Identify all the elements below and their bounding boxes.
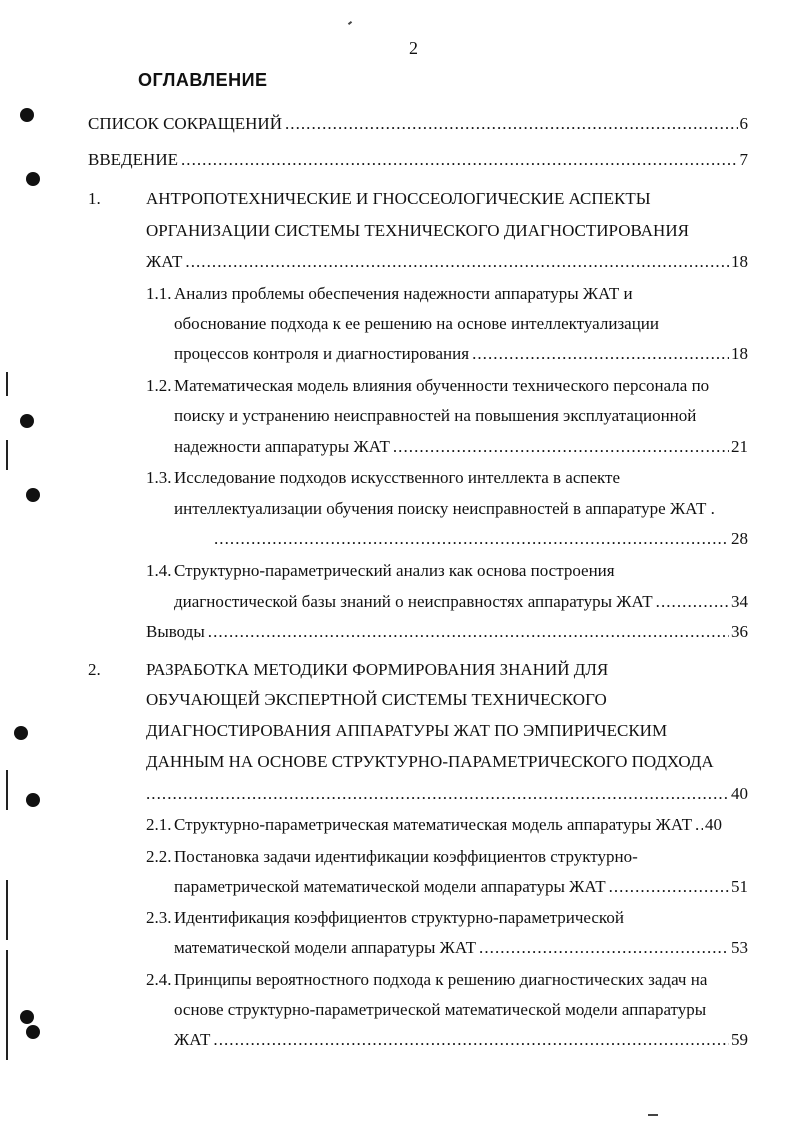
section-title-line[interactable]: основе структурно-параметрической математической модели аппаратуры bbox=[174, 1000, 707, 1019]
toc-entry-chapter-2[interactable] bbox=[146, 782, 748, 806]
section-title-line[interactable]: Постановка задачи идентификации коэффициентов структурно- bbox=[174, 847, 638, 866]
toc-entry-section-2-1[interactable] bbox=[174, 813, 748, 837]
toc-entry-section-2-2[interactable] bbox=[174, 875, 748, 899]
section-title-line: диагностической базы знаний о неисправностях аппаратуры ЖАТ bbox=[174, 592, 653, 611]
section-title-line[interactable]: поиску и устранению неисправностей на повышения эксплуатационной bbox=[174, 406, 697, 425]
binder-hole bbox=[26, 488, 40, 502]
toc-page-number: 34 bbox=[731, 592, 748, 611]
toc-entry-abbreviations[interactable] bbox=[88, 112, 748, 136]
binder-hole bbox=[26, 793, 40, 807]
toc-page-number: 40 bbox=[731, 784, 748, 803]
leader-dots bbox=[185, 250, 729, 274]
toc-page-number: 40 bbox=[705, 815, 723, 834]
toc-page-number: 53 bbox=[731, 938, 748, 957]
leader-dots bbox=[656, 590, 729, 614]
chapter-title-line[interactable]: ОБУЧАЮЩЕЙ ЭКСПЕРТНОЙ СИСТЕМЫ ТЕХНИЧЕСКОГО bbox=[146, 690, 607, 709]
leader-dots bbox=[214, 527, 729, 551]
section-number: 2.1. bbox=[146, 815, 172, 834]
page-edge-line bbox=[6, 440, 8, 470]
leader-dots bbox=[695, 813, 703, 837]
scan-speck bbox=[348, 21, 352, 25]
page-number: 2 bbox=[409, 38, 418, 58]
section-number: 1.3. bbox=[146, 468, 172, 487]
scan-speck bbox=[648, 1114, 658, 1116]
toc-entry-section-1-2[interactable] bbox=[174, 435, 748, 459]
section-title-line[interactable]: Принципы вероятностного подхода к решению диагностических задач на bbox=[174, 970, 708, 989]
chapter-number: 1. bbox=[88, 189, 101, 208]
toc-entry-section-2-3[interactable] bbox=[174, 936, 748, 960]
section-title-line: математической модели аппаратуры ЖАТ bbox=[174, 938, 477, 957]
toc-entry-section-2-4[interactable] bbox=[174, 1028, 748, 1052]
chapter-title-line[interactable]: ОРГАНИЗАЦИИ СИСТЕМЫ ТЕХНИЧЕСКОГО ДИАГНОСТИРОВАНИЯ bbox=[146, 221, 689, 240]
leader-dots bbox=[146, 782, 729, 806]
toc-page-number: 28 bbox=[731, 529, 748, 548]
binder-hole bbox=[20, 108, 34, 122]
section-number: 1.2. bbox=[146, 376, 172, 395]
leader-dots bbox=[479, 936, 729, 960]
toc-page-number: 21 bbox=[731, 437, 748, 456]
binder-hole bbox=[26, 172, 40, 186]
leader-dots bbox=[285, 112, 738, 136]
section-title-line[interactable]: обоснование подхода к ее решению на основе интеллектуализации bbox=[174, 314, 660, 333]
toc-page-number: 18 bbox=[731, 252, 748, 271]
leader-dots bbox=[208, 620, 729, 644]
toc-entry-introduction[interactable] bbox=[88, 148, 748, 172]
toc-entry-section-1-1[interactable] bbox=[174, 342, 748, 366]
section-title-line: ЖАТ bbox=[174, 1030, 211, 1049]
page-edge-line bbox=[6, 372, 8, 396]
section-title-line[interactable]: Анализ проблемы обеспечения надежности аппаратуры ЖАТ и bbox=[174, 284, 633, 303]
section-title-line[interactable]: Идентификация коэффициентов структурно-параметрической bbox=[174, 908, 624, 927]
toc-page-number: 51 bbox=[731, 877, 748, 896]
section-number: 2.3. bbox=[146, 908, 172, 927]
section-title-line: Структурно-параметрическая математическая модель аппаратуры ЖАТ bbox=[174, 815, 693, 834]
toc-page-number: 18 bbox=[731, 344, 748, 363]
toc-entry-title: ВВЕДЕНИЕ bbox=[88, 150, 178, 169]
section-title-line: надежности аппаратуры ЖАТ bbox=[174, 437, 390, 456]
section-number: 1.1. bbox=[146, 284, 172, 303]
chapter-title-line[interactable]: АНТРОПОТЕХНИЧЕСКИЕ И ГНОССЕОЛОГИЧЕСКИЕ АСПЕКТЫ bbox=[146, 189, 651, 208]
leader-dots bbox=[609, 875, 729, 899]
binder-hole bbox=[26, 1025, 40, 1039]
toc-entry-conclusions[interactable] bbox=[146, 620, 748, 644]
toc-page-number: 59 bbox=[731, 1030, 748, 1049]
chapter-title-line: ЖАТ bbox=[146, 252, 183, 271]
section-title-line[interactable]: Исследование подходов искусственного интеллекта в аспекте bbox=[174, 468, 621, 487]
toc-page-number: 7 bbox=[739, 150, 748, 169]
chapter-title-line[interactable]: ДИАГНОСТИРОВАНИЯ АППАРАТУРЫ ЖАТ ПО ЭМПИРИЧЕСКИМ bbox=[146, 721, 668, 740]
toc-entry-section-1-4[interactable] bbox=[174, 590, 748, 614]
toc-entry-title: СПИСОК СОКРАЩЕНИЙ bbox=[88, 114, 282, 133]
leader-dots bbox=[472, 342, 729, 366]
section-title-line[interactable]: интеллектуализации обучения поиску неисправностей в аппаратуре ЖАТ . bbox=[174, 499, 715, 518]
leader-dots bbox=[213, 1028, 729, 1052]
leader-dots bbox=[181, 148, 738, 172]
page-edge-line bbox=[6, 770, 8, 810]
chapter-title-line[interactable]: ДАННЫМ НА ОСНОВЕ СТРУКТУРНО-ПАРАМЕТРИЧЕСКОГО ПОДХОДА bbox=[146, 752, 714, 771]
page-edge-line bbox=[6, 950, 8, 1060]
chapter-title-line[interactable]: РАЗРАБОТКА МЕТОДИКИ ФОРМИРОВАНИЯ ЗНАНИЙ ДЛЯ bbox=[146, 660, 609, 679]
chapter-number: 2. bbox=[88, 660, 101, 679]
section-title-line[interactable]: Математическая модель влияния обученности технического персонала по bbox=[174, 376, 710, 395]
section-number: 2.2. bbox=[146, 847, 172, 866]
section-title-line[interactable]: Структурно-параметрический анализ как основа построения bbox=[174, 561, 615, 580]
section-number: 2.4. bbox=[146, 970, 172, 989]
leader-dots bbox=[393, 435, 729, 459]
toc-page-number: 6 bbox=[739, 114, 748, 133]
toc-entry-chapter-1[interactable] bbox=[146, 250, 748, 274]
section-number: 1.4. bbox=[146, 561, 172, 580]
toc-entry-section-1-3[interactable] bbox=[214, 527, 748, 551]
page-edge-line bbox=[6, 880, 8, 940]
toc-entry-title: Выводы bbox=[146, 622, 205, 641]
binder-hole bbox=[20, 1010, 34, 1024]
toc-heading: ОГЛАВЛЕНИЕ bbox=[138, 70, 268, 90]
binder-hole bbox=[14, 726, 28, 740]
section-title-line: процессов контроля и диагностирования bbox=[174, 344, 470, 363]
toc-page-number: 36 bbox=[731, 622, 748, 641]
section-title-line: параметрической математической модели аппаратуры ЖАТ bbox=[174, 877, 606, 896]
binder-hole bbox=[20, 414, 34, 428]
